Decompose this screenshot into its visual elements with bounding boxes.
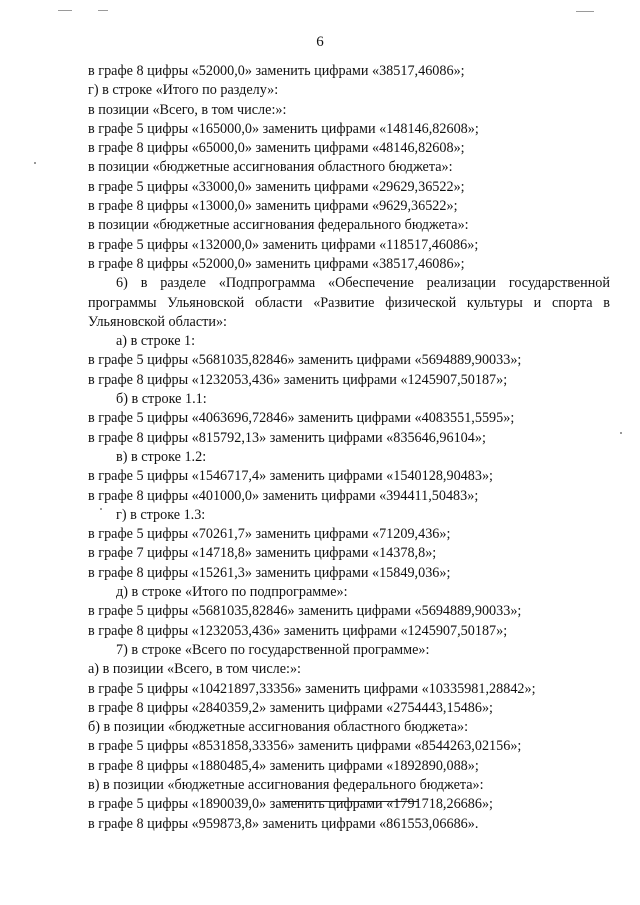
text-line: г) в строке «Итого по разделу»: — [88, 82, 279, 99]
text-line: в графе 8 цифры «2840359,2» заменить цифрами «2754443,15486»; — [88, 699, 493, 716]
text-line: д) в строке «Итого по подпрограмме»: — [116, 584, 348, 601]
text-line: б) в позиции «бюджетные ассигнования областного бюджета»: — [88, 719, 469, 736]
text-line: в графе 7 цифры «14718,8» заменить цифрами «14378,8»; — [88, 545, 437, 562]
text-line: в графе 5 цифры «10421897,33356» заменить цифрами «10335981,28842»; — [88, 680, 536, 697]
text-line: в графе 5 цифры «70261,7» заменить цифрами «71209,436»; — [88, 526, 451, 543]
text-line: в графе 5 цифры «4063696,72846» заменить цифрами «4083551,5595»; — [88, 410, 515, 427]
text-line: а) в позиции «Всего, в том числе:»: — [88, 661, 301, 678]
text-line: в графе 8 цифры «1232053,436» заменить цифрами «1245907,50187»; — [88, 622, 508, 639]
scan-artifact — [98, 10, 108, 11]
text-line: 7) в строке «Всего по государственной программе»: — [116, 641, 430, 658]
text-line: в графе 8 цифры «13000,0» заменить цифрами «9629,36522»; — [88, 198, 458, 215]
text-line: в позиции «бюджетные ассигнования областного бюджета»: — [88, 159, 453, 176]
text-line: в графе 8 цифры «1880485,4» заменить цифрами «1892890,088»; — [88, 757, 479, 774]
text-line: в графе 8 цифры «959873,8» заменить цифрами «861553,06686». — [88, 815, 479, 832]
page-number: 6 — [316, 34, 324, 50]
text-line: в графе 5 цифры «165000,0» заменить цифрами «148146,82608»; — [88, 120, 479, 137]
scan-speck — [620, 432, 622, 434]
text-line: в графе 5 цифры «8531858,33356» заменить цифрами «8544263,02156»; — [88, 738, 522, 755]
text-line: в графе 8 цифры «15261,3» заменить цифрами «15849,036»; — [88, 564, 451, 581]
text-line: б) в строке 1.1: — [116, 391, 207, 408]
text-line: в графе 8 цифры «1232053,436» заменить цифрами «1245907,50187»; — [88, 371, 508, 388]
text-line: в графе 5 цифры «1890039,0» заменить цифрами «1791718,26686»; — [88, 796, 493, 813]
text-line: в графе 5 цифры «1546717,4» заменить цифрами «1540128,90483»; — [88, 468, 493, 485]
closing-divider — [282, 801, 418, 802]
text-line: в графе 8 цифры «815792,13» заменить цифрами «835646,96104»; — [88, 429, 486, 446]
text-line: в) в строке 1.2: — [116, 448, 207, 465]
text-line: в) в позиции «бюджетные ассигнования федерального бюджета»: — [88, 776, 484, 793]
text-line: в позиции «бюджетные ассигнования федерального бюджета»: — [88, 217, 469, 234]
scan-artifact — [576, 11, 594, 12]
text-line: в графе 5 цифры «33000,0» заменить цифрами «29629,36522»; — [88, 178, 465, 195]
text-line: в графе 5 цифры «5681035,82846» заменить цифрами «5694889,90033»; — [88, 603, 522, 620]
text-line: в графе 5 цифры «132000,0» заменить цифрами «118517,46086»; — [88, 236, 479, 253]
text-line: в позиции «Всего, в том числе:»: — [88, 101, 287, 118]
text-line: г) в строке 1.3: — [116, 506, 206, 523]
document-body — [88, 62, 610, 834]
text-line: в графе 8 цифры «65000,0» заменить цифрами «48146,82608»; — [88, 140, 465, 157]
scan-artifact — [58, 10, 72, 11]
text-line: в графе 8 цифры «52000,0» заменить цифрами «38517,46086»; — [88, 255, 465, 272]
text-line: в графе 8 цифры «52000,0» заменить цифрами «38517,46086»; — [88, 63, 465, 79]
paragraph-6: 6) в разделе «Подпрограмма «Обеспечение реализации государственной программы Ульяновской области «Развитие физической культуры и спорта в Ульяновской области»: — [88, 275, 610, 330]
text-line: а) в строке 1: — [116, 333, 196, 350]
scan-speck — [34, 162, 36, 164]
text-line: в графе 5 цифры «5681035,82846» заменить цифрами «5694889,90033»; — [88, 352, 522, 369]
text-line: в графе 8 цифры «401000,0» заменить цифрами «394411,50483»; — [88, 487, 479, 504]
